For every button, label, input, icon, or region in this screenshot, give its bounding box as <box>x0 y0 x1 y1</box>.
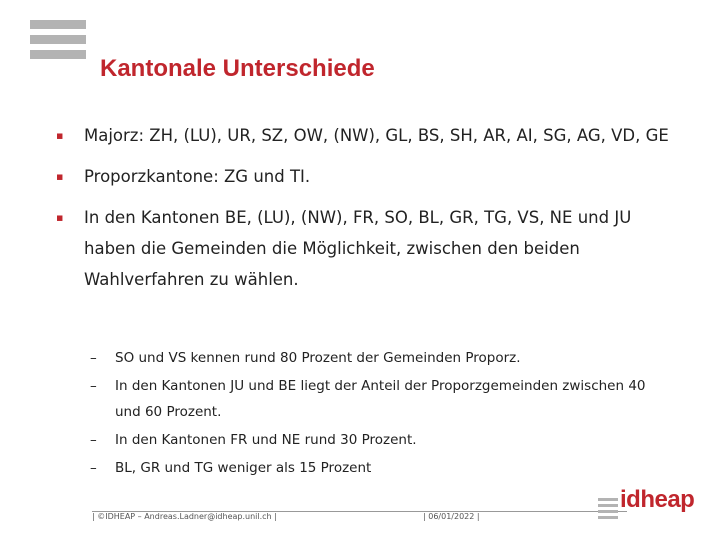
bullet-item <box>56 161 676 192</box>
bullet-item <box>56 202 676 295</box>
logo-bars-icon <box>30 20 86 65</box>
bullet-text: In den Kantonen BE, (LU), (NW), FR, SO, BL, GR, TG, VS, NE und JU haben die Gemeinden die Möglichkeit, zwischen den beiden Wahlverfahren zu wählen. <box>84 208 632 289</box>
subbullet-marker: – <box>90 378 97 394</box>
bullet-marker: ▪ <box>56 211 64 224</box>
bullet-text: Majorz: ZH, (LU), UR, SZ, OW, (NW), GL, BS, SH, AR, AI, SG, AG, VD, GE <box>84 126 669 145</box>
footer-date: | 06/01/2022 | <box>423 512 480 521</box>
subbullet-list <box>90 345 670 483</box>
subbullet-text: In den Kantonen JU und BE liegt der Anteil der Proporzgemeinden zwischen 40 und 60 Prozent. <box>115 378 646 420</box>
subbullet-text: BL, GR und TG weniger als 15 Prozent <box>115 460 372 476</box>
bullet-item <box>56 120 676 151</box>
subbullet-text: SO und VS kennen rund 80 Prozent der Gemeinden Proporz. <box>115 350 521 366</box>
subbullet-item <box>90 345 670 371</box>
subbullet-item <box>90 427 670 453</box>
subbullet-item <box>90 455 670 481</box>
slide-title: Kantonale Unterschiede <box>100 55 375 82</box>
bullet-marker: ▪ <box>56 129 64 142</box>
bullet-marker: ▪ <box>56 170 64 183</box>
brand-lines-icon <box>598 498 618 522</box>
bullet-list <box>56 120 676 305</box>
subbullet-text: In den Kantonen FR und NE rund 30 Prozent. <box>115 432 417 448</box>
subbullet-marker: – <box>90 432 97 448</box>
subbullet-item <box>90 373 670 425</box>
brand-name: idheap <box>620 486 695 513</box>
bullet-text: Proporzkantone: ZG und TI. <box>84 167 311 186</box>
footer-contact: | ©IDHEAP – Andreas.Ladner@idheap.unil.ch | <box>92 512 277 521</box>
subbullet-marker: – <box>90 350 97 366</box>
subbullet-marker: – <box>90 460 97 476</box>
